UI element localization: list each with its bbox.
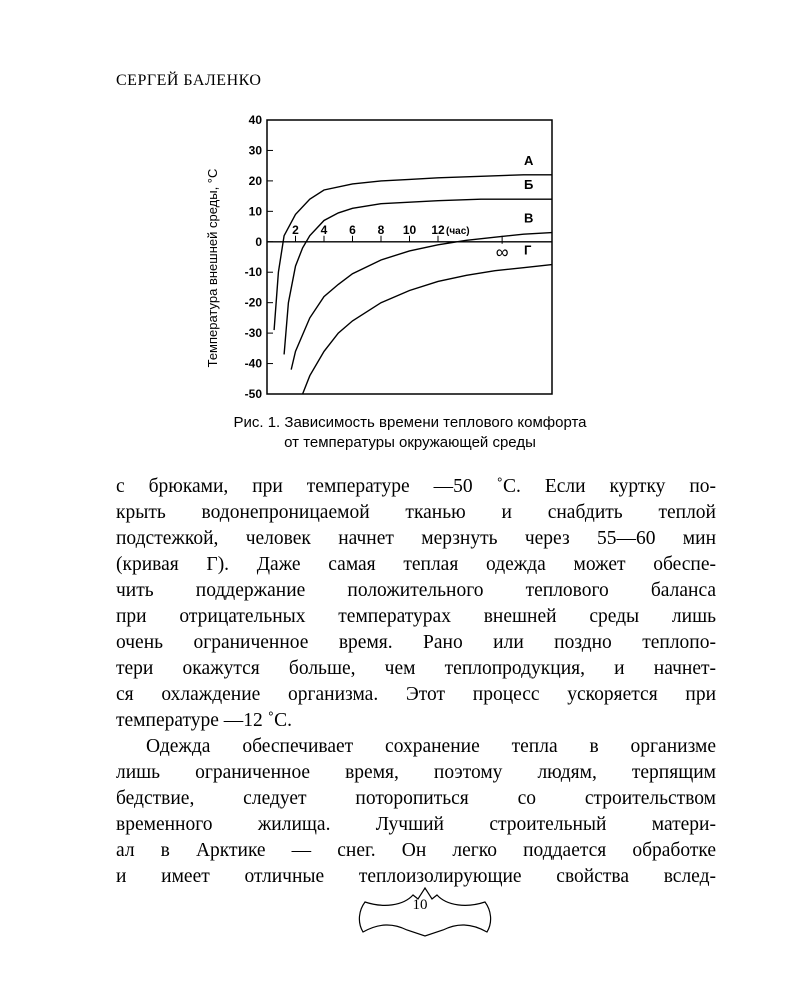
y-tick-label: 30 <box>248 143 262 158</box>
page-number: 10 <box>412 897 428 913</box>
text-line: тери окажутся больше, чем теплопродукция, и начнет- <box>116 658 716 679</box>
x-tick-label: 10 <box>402 222 417 237</box>
curve-1 <box>274 175 552 330</box>
text-line: и имеет отличные теплоизолирующие свойства вслед- <box>116 866 716 887</box>
text-line: чить поддержание положительного теплового баланса <box>116 580 716 601</box>
figure-caption-line-1: Рис. 1. Зависимость времени теплового комфорта <box>233 414 587 431</box>
figure-caption <box>160 413 660 453</box>
text-line: временного жилища. Лучший строительный матери- <box>116 814 716 835</box>
infinity-label: ∞ <box>495 241 509 262</box>
body-text <box>116 474 716 890</box>
y-tick-label: -50 <box>244 387 262 401</box>
curve-3 <box>291 233 552 370</box>
y-tick-label: 40 <box>248 113 262 127</box>
running-header-author: СЕРГЕЙ БАЛЕНКО <box>116 72 262 89</box>
chart-plot-frame <box>267 120 552 394</box>
paragraph-1 <box>116 474 716 734</box>
y-tick-label: -30 <box>244 326 262 341</box>
text-line: лишь ограниченное время, поэтому людям, терпящим <box>116 762 716 783</box>
x-tick-label: 12 <box>431 222 445 237</box>
y-tick-label: 0 <box>255 234 262 249</box>
y-tick-label: -40 <box>244 356 262 371</box>
y-tick-label: -10 <box>244 265 262 280</box>
x-tick-label: 2 <box>292 222 299 237</box>
heat-comfort-chart <box>195 110 565 406</box>
curve-label-1: А <box>524 152 534 168</box>
text-line: ся охлаждение организма. Этот процесс ускоряется при <box>116 684 716 705</box>
text-line: при отрицательных температурах внешней среды лишь <box>116 606 716 627</box>
curve-label-4: Г <box>524 242 532 258</box>
chart-y-axis-label: Температура внешней среды, °С <box>205 168 220 368</box>
paragraph-2 <box>116 734 716 890</box>
figure-caption-line-2: от температуры окружающей среды <box>284 434 536 451</box>
x-tick-label: 6 <box>349 222 356 237</box>
y-tick-label: 20 <box>248 173 262 188</box>
curve-label-3: В <box>524 210 534 226</box>
text-line: крыть водонепроницаемой тканью и снабдить теплой <box>116 502 716 523</box>
x-tick-label: 8 <box>377 222 385 237</box>
text-line: Одежда обеспечивает сохранение тепла в организме <box>146 736 716 757</box>
text-line: ал в Арктике — снег. Он легко поддается обработке <box>116 840 716 861</box>
y-tick-label: 10 <box>248 204 262 219</box>
x-unit-label: (час) <box>446 225 470 237</box>
text-line: с брюками, при температуре —50 ˚С. Если куртку по- <box>116 476 716 497</box>
text-line: подстежкой, человек начнет мерзнуть через 55—60 мин <box>116 528 716 549</box>
y-tick-label: -20 <box>244 295 262 310</box>
text-line: бедствие, следует поторопиться со строительством <box>116 788 716 809</box>
text-line: очень ограниченное время. Рано или поздно теплопо- <box>116 632 716 653</box>
curve-4 <box>303 265 552 394</box>
text-line: (кривая Г). Даже самая теплая одежда может обеспе- <box>116 554 716 575</box>
x-tick-label: 4 <box>320 222 328 237</box>
curve-label-2: Б <box>524 177 534 193</box>
text-line: температуре —12 ˚С. <box>116 710 293 731</box>
